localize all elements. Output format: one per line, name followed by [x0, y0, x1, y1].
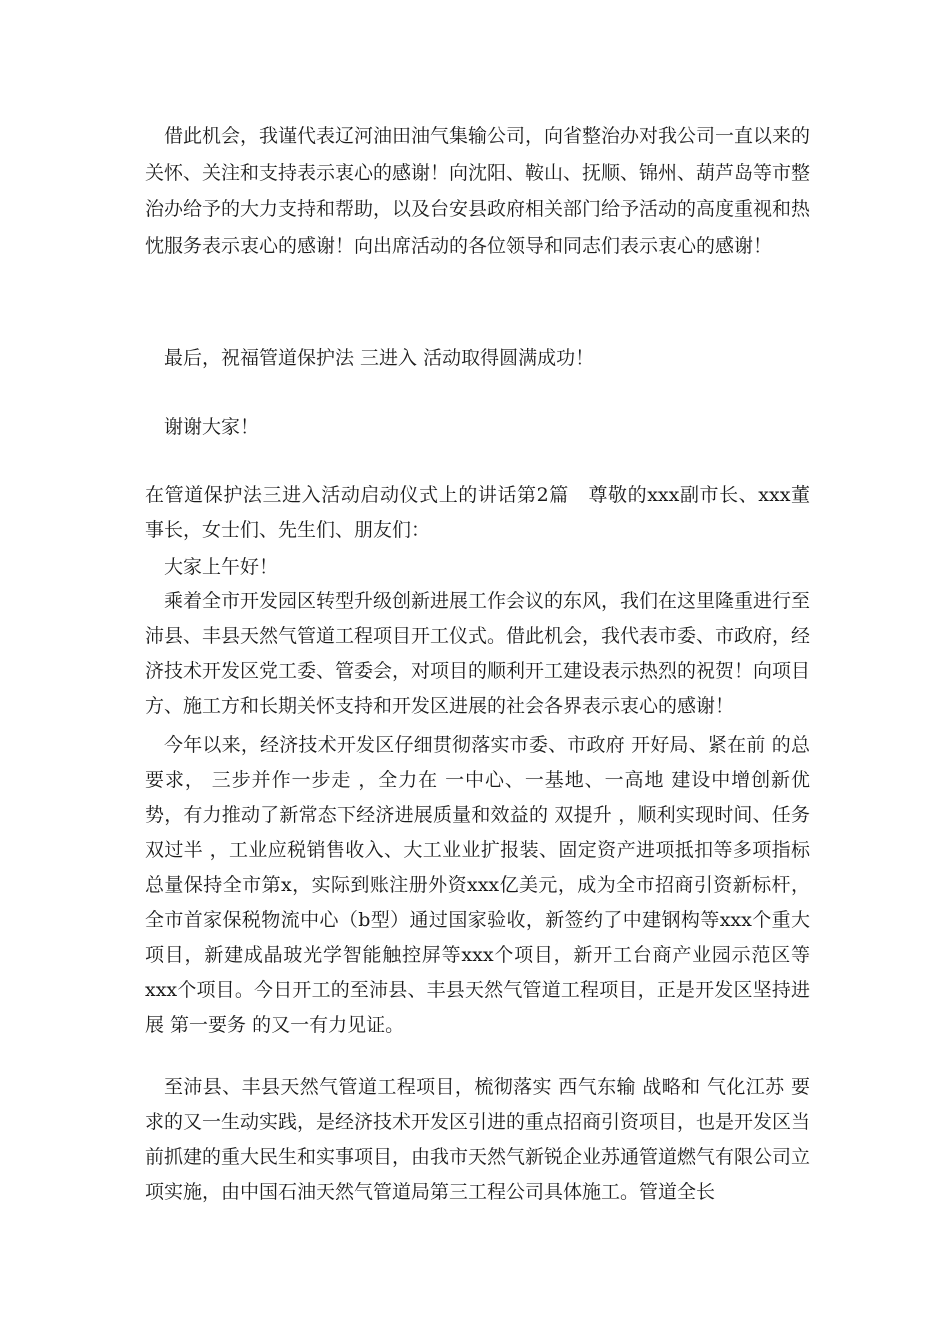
paragraph-thanks: 借此机会，我谨代表辽河油田油气集输公司，向省整治办对我公司一直以来的关怀、关注和支持表示衷心的感谢！向沈阳、鞍山、抚顺、锦州、葫芦岛等市整治办给予的大力支持和帮助，以及台安县政府相关部门给予活动的高度重视和热忱服务表示衷心的感谢！向出席活动的各位领导和同志们表示衷心的感谢！	[145, 125, 811, 257]
paragraph-second-speech-heading: 在管道保护法三进入活动启动仪式上的讲话第2篇 尊敬的xxx副市长、xxx董事长，女士们、先生们、朋友们：	[145, 484, 810, 541]
paragraph-closing-wish: 最后，祝福管道保护法 三进入 活动取得圆满成功！	[164, 347, 595, 369]
paragraph-thank-you: 谢谢大家！	[164, 416, 260, 438]
paragraph-achievements: 今年以来，经济技术开发区仔细贯彻落实市委、市政府 开好局、紧在前 的总要求， 三步并作一步走 ，全力在 一中心、一基地、一高地 建设中增创新优势，有力推动了新常态下经济进展质量和效益的 双提升 ，顺利实现时间、任务 双过半 ，工业应税销售收入、大工业业扩报装、固定资产进项抵扣等多项指标总量保持全市第x，实际到账注册外资xxx亿美元，成为全市招商引资新标杆，全市首家保税物流中心（b型）通过国家验收，新签约了中建钢构等xxx个重大项目，新建成晶玻光学智能触控屏等xxx个项目，新开工台商产业园示范区等xxx个项目。今日开工的至沛县、丰县天然气管道工程项目，正是开发区坚持进展 第一要务 的又一有力见证。	[145, 734, 810, 1036]
paragraph-opening: 乘着全市开发园区转型升级创新进展工作会议的东风，我们在这里隆重进行至沛县、丰县天然气管道工程项目开工仪式。借此机会，我代表市委、市政府，经济技术开发区党工委、管委会，对项目的顺利开工建设表示热烈的祝贺！向项目方、施工方和长期关怀支持和开发区进展的社会各界表示衷心的感谢！	[145, 590, 811, 717]
paragraph-greeting: 大家上午好！	[164, 556, 279, 578]
paragraph-project-description: 至沛县、丰县天然气管道工程项目，梳彻落实 西气东输 战略和 气化江苏 要求的又一生动实践，是经济技术开发区引进的重点招商引资项目，也是开发区当前抓建的重大民生和实事项目，由我市天然气新锐企业苏通管道燃气有限公司立项实施，由中国石油天然气管道局第三工程公司具体施工。管道全长	[145, 1076, 811, 1203]
